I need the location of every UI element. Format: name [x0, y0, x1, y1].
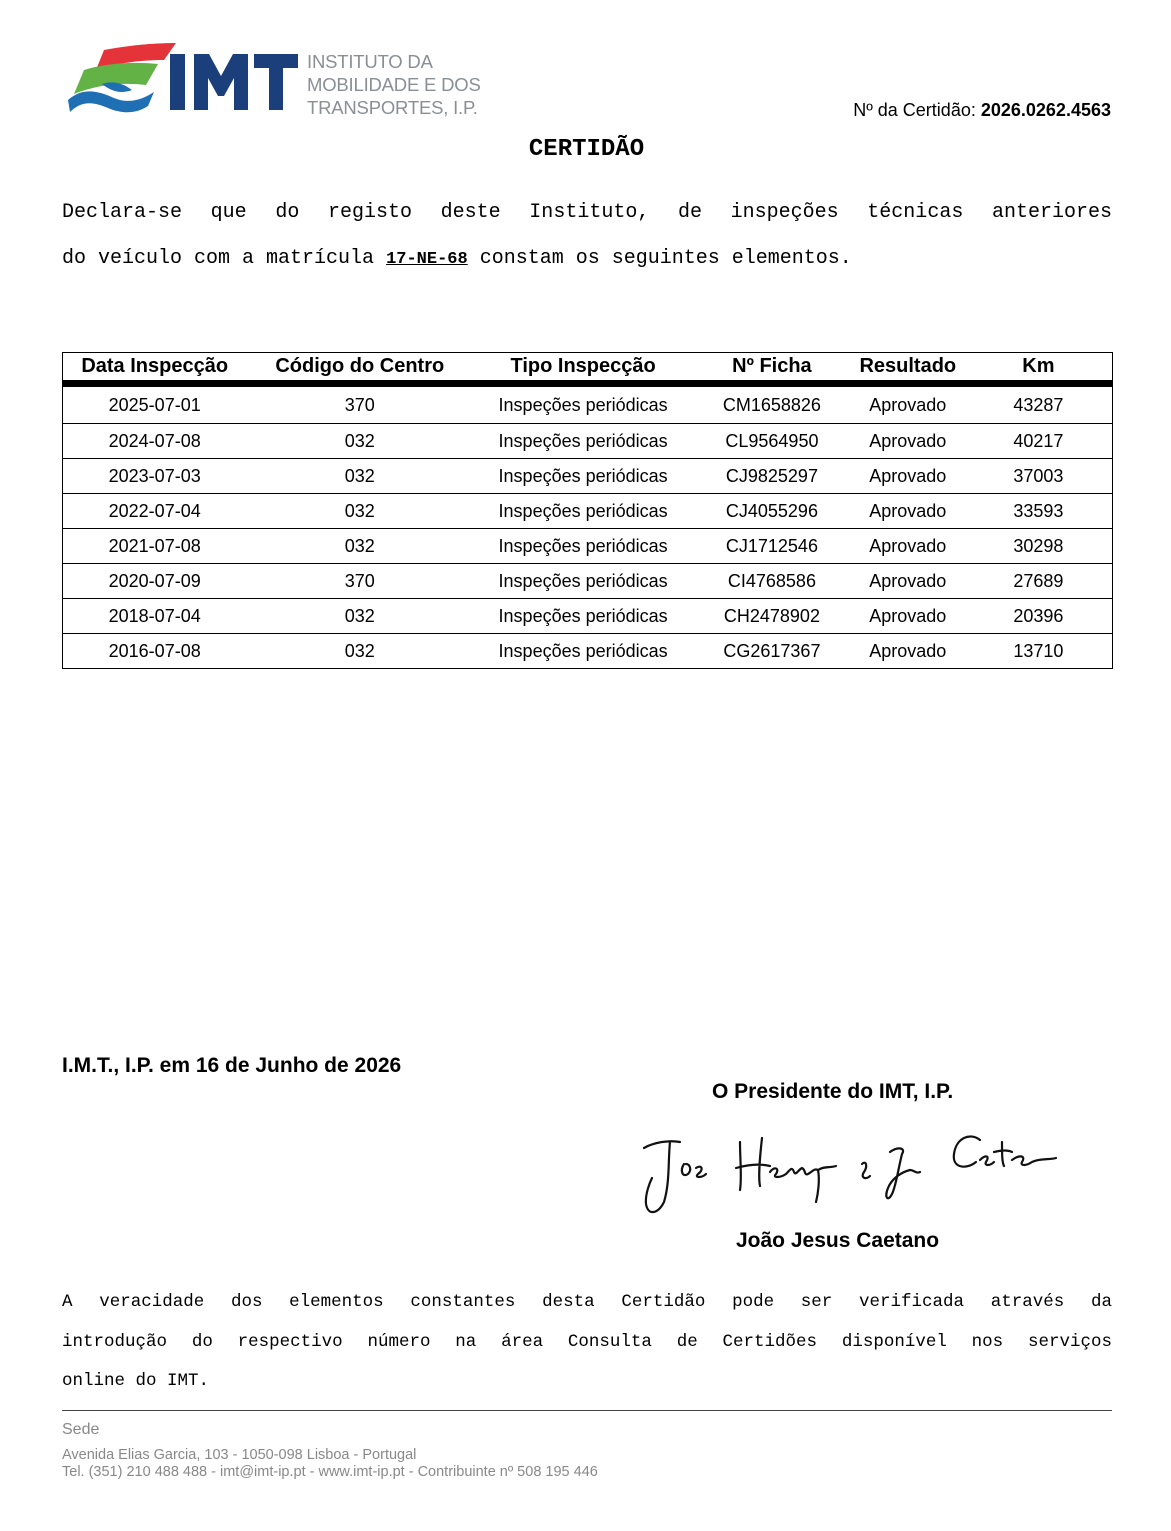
intro-line-2-end: constam os seguintes elementos. — [467, 247, 852, 270]
cell-km: 30298 — [965, 529, 1113, 564]
president-title: O Presidente do IMT, I.P. — [712, 1080, 954, 1103]
cell-result: Aprovado — [851, 529, 965, 564]
verification-notice — [62, 1283, 1112, 1402]
cell-result: Aprovado — [851, 564, 965, 599]
cell-km: 27689 — [965, 564, 1113, 599]
inspection-table — [62, 352, 1113, 669]
cell-date: 2020-07-09 — [63, 564, 247, 599]
cell-sheet-number: CH2478902 — [693, 599, 851, 634]
cell-type: Inspeções periódicas — [498, 394, 668, 415]
cell-sheet-number: CL9564950 — [693, 424, 851, 459]
cell-sheet-number: CJ1712546 — [693, 529, 851, 564]
table-row — [63, 634, 1113, 669]
cell-km: 33593 — [965, 494, 1113, 529]
cell-center-code: 032 — [246, 424, 473, 459]
signer-name: João Jesus Caetano — [736, 1229, 940, 1252]
cell-km: 37003 — [965, 459, 1113, 494]
cell-date: 2018-07-04 — [63, 599, 247, 634]
column-header-center-code: Código do Centro — [246, 353, 473, 384]
table-row — [63, 384, 1113, 424]
footer-sede-label: Sede — [62, 1421, 100, 1438]
footer-divider — [62, 1410, 1112, 1411]
cell-date: 2024-07-08 — [63, 424, 247, 459]
certificate-number-value: 2026.0262.4563 — [980, 100, 1111, 120]
cell-center-code: 032 — [246, 634, 473, 669]
verification-line-2: introdução do respectivo número na área Consulta de Certidões disponível nos serviços — [62, 1331, 1112, 1352]
table-row — [63, 564, 1113, 599]
handwritten-signature — [640, 1120, 1060, 1220]
certificate-number — [853, 100, 1111, 121]
table-row — [63, 459, 1113, 494]
column-header-km: Km — [965, 353, 1113, 384]
cell-km: 20396 — [965, 599, 1113, 634]
cell-type: Inspeções periódicas — [473, 459, 693, 494]
license-plate: 17-NE-68 — [386, 250, 468, 269]
place-and-date: I.M.T., I.P. em 16 de Junho de 2026 — [62, 1054, 402, 1077]
cell-type: Inspeções periódicas — [473, 424, 693, 459]
verification-line-1: A veracidade dos elementos constantes desta Certidão pode ser verificada através da — [62, 1292, 1112, 1312]
cell-date: 2021-07-08 — [63, 529, 247, 564]
cell-sheet-number: CJ9825297 — [693, 459, 851, 494]
cell-result: Aprovado — [869, 394, 947, 415]
cell-km: 13710 — [965, 634, 1113, 669]
cell-result: Aprovado — [851, 634, 965, 669]
footer-address-block — [62, 1447, 598, 1481]
intro-line-1: Declara-se que do registo deste Instituto, de inspeções técnicas anteriores — [62, 201, 1112, 224]
cell-date: 2023-07-03 — [63, 459, 247, 494]
footer-address: Avenida Elias Garcia, 103 - 1050-098 Lisboa - Portugal — [62, 1447, 417, 1463]
table-header-row — [63, 353, 1113, 384]
cell-sheet-number: CI4768586 — [693, 564, 851, 599]
intro-paragraph — [62, 190, 1112, 283]
certificate-number-label: Nº da Certidão: — [853, 100, 976, 120]
cell-type: Inspeções periódicas — [473, 564, 693, 599]
cell-center-code: 032 — [246, 599, 473, 634]
column-header-sheet-number: Nº Ficha — [693, 353, 851, 384]
cell-sheet-number: CJ4055296 — [693, 494, 851, 529]
column-header-type: Tipo Inspecção — [473, 353, 693, 384]
cell-center-code: 032 — [246, 494, 473, 529]
cell-result: Aprovado — [851, 494, 965, 529]
cell-center-code: 032 — [246, 529, 473, 564]
cell-km: 40217 — [965, 424, 1113, 459]
column-header-date: Data Inspecção — [63, 353, 247, 384]
cell-date: 2025-07-01 — [108, 394, 201, 415]
cell-type: Inspeções periódicas — [473, 599, 693, 634]
table-row — [63, 599, 1113, 634]
cell-result: Aprovado — [851, 424, 965, 459]
cell-km: 43287 — [1013, 394, 1064, 415]
logo-line-2: MOBILIDADE E DOS — [307, 74, 481, 95]
table-row — [63, 494, 1113, 529]
cell-type: Inspeções periódicas — [473, 529, 693, 564]
cell-center-code: 370 — [246, 564, 473, 599]
table-row — [63, 424, 1113, 459]
intro-line-2-start: do veículo com a matrícula — [62, 247, 387, 270]
column-header-result: Resultado — [851, 353, 965, 384]
logo-line-1: INSTITUTO DA — [307, 51, 433, 72]
cell-result: Aprovado — [851, 459, 965, 494]
cell-type: Inspeções periódicas — [473, 634, 693, 669]
cell-center-code: 370 — [344, 394, 375, 415]
cell-result: Aprovado — [851, 599, 965, 634]
footer-contacts: Tel. (351) 210 488 488 - imt@imt-ip.pt - www.imt-ip.pt - Contribuinte nº 508 195 446 — [62, 1464, 598, 1480]
cell-date: 2022-07-04 — [63, 494, 247, 529]
cell-date: 2016-07-08 — [63, 634, 247, 669]
cell-sheet-number: CM1658826 — [722, 394, 821, 415]
cell-type: Inspeções periódicas — [473, 494, 693, 529]
intro-line-2 — [62, 247, 852, 270]
document-title: CERTIDÃO — [528, 136, 645, 163]
logo-institution-name — [307, 50, 481, 119]
verification-line-3: online do IMT. — [62, 1371, 210, 1391]
logo-line-3: TRANSPORTES, I.P. — [307, 97, 478, 118]
table-row — [63, 529, 1113, 564]
cell-center-code: 032 — [246, 459, 473, 494]
cell-sheet-number: CG2617367 — [693, 634, 851, 669]
